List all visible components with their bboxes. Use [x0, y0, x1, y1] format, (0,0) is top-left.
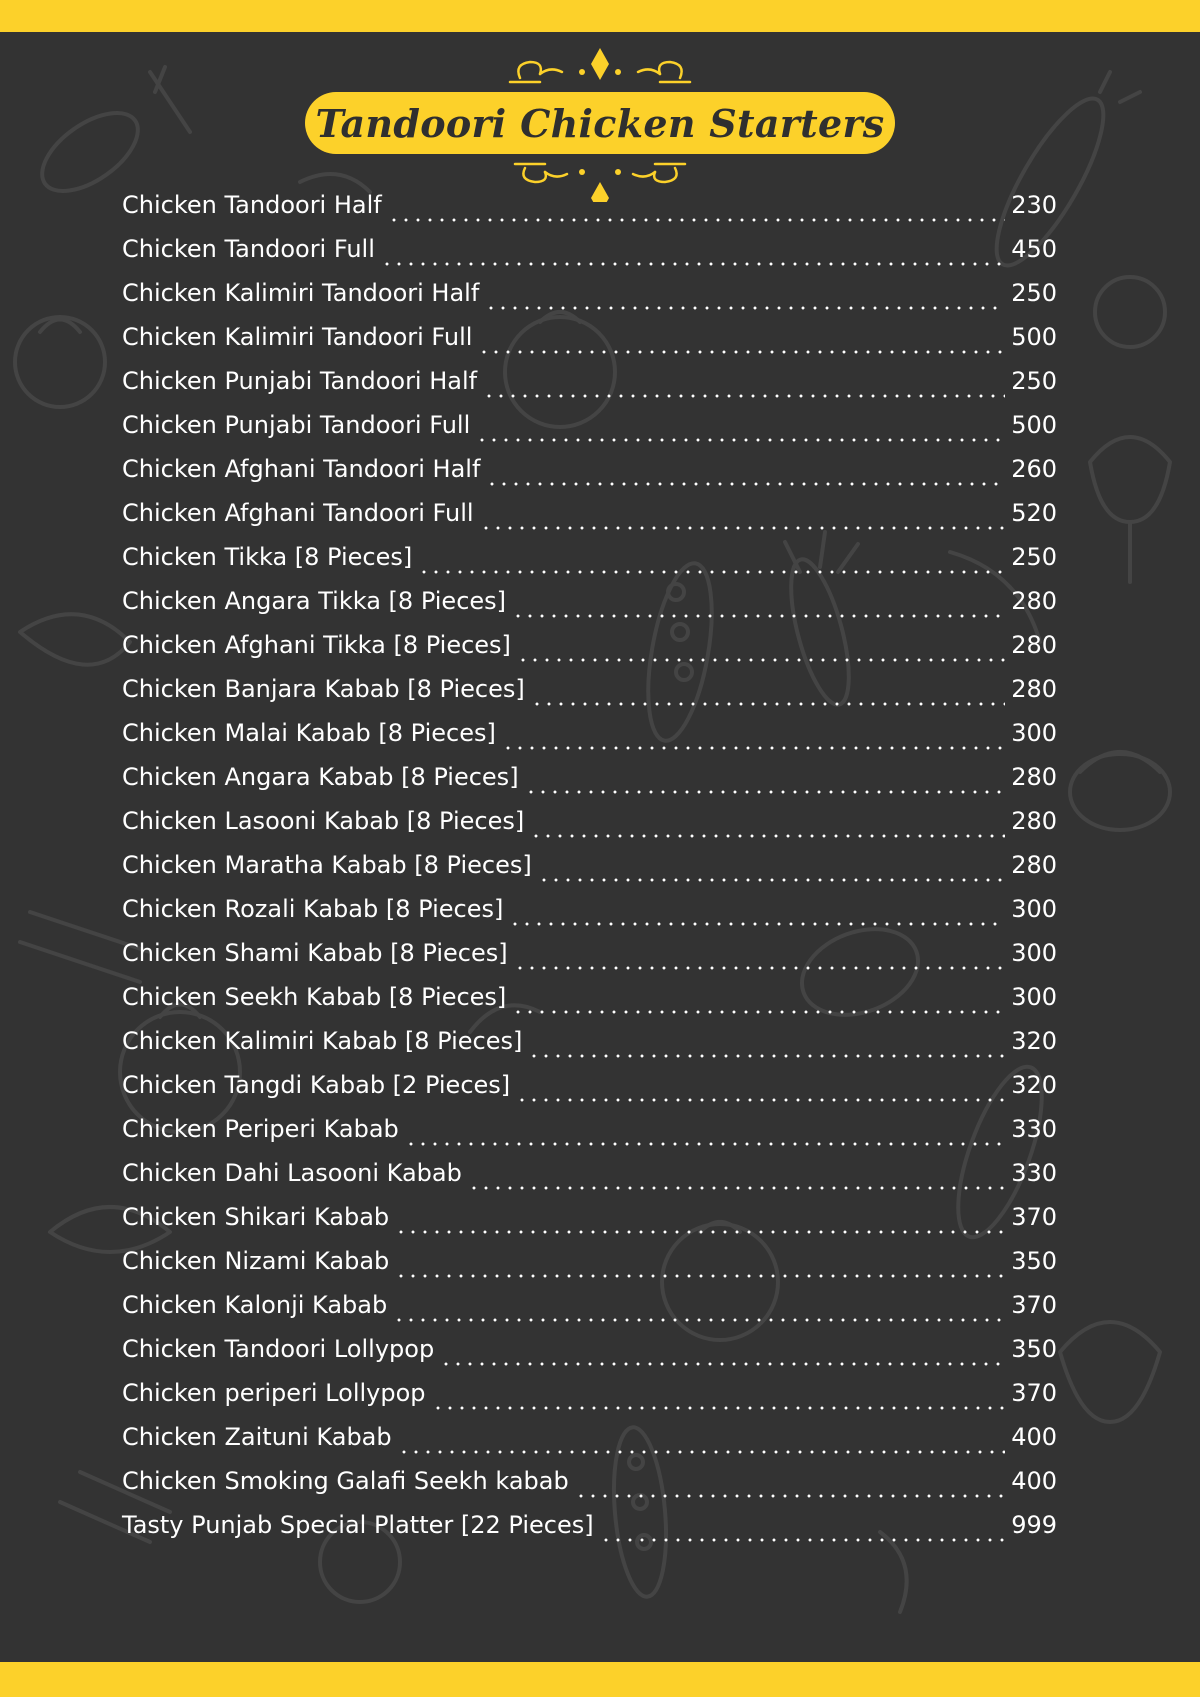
menu-item-price: 280	[1011, 763, 1057, 791]
menu-item-price: 250	[1011, 367, 1057, 395]
menu-item-name: Chicken Dahi Lasooni Kabab	[122, 1159, 462, 1187]
menu-item-price: 330	[1011, 1115, 1057, 1143]
menu-item-name: Chicken Afghani Tikka [8 Pieces]	[122, 631, 511, 659]
menu-item-price: 370	[1011, 1379, 1057, 1407]
dot-leader	[502, 731, 1005, 751]
menu-item-name: Chicken periperi Lollypop	[122, 1379, 426, 1407]
menu-item	[122, 367, 1057, 411]
menu-item-price: 300	[1011, 719, 1057, 747]
menu-item-price: 330	[1011, 1159, 1057, 1187]
menu-item-price: 250	[1011, 543, 1057, 571]
menu-item	[122, 1291, 1057, 1335]
menu-item-name: Chicken Rozali Kabab [8 Pieces]	[122, 895, 504, 923]
menu-item-name: Chicken Afghani Tandoori Full	[122, 499, 474, 527]
dot-leader	[418, 555, 1005, 575]
dot-leader	[516, 1083, 1005, 1103]
dot-leader	[514, 951, 1006, 971]
menu-item-name: Chicken Punjabi Tandoori Half	[122, 367, 478, 395]
menu-item	[122, 1203, 1057, 1247]
menu-item-name: Chicken Maratha Kabab [8 Pieces]	[122, 851, 532, 879]
menu-item	[122, 191, 1057, 235]
menu-item-price: 450	[1011, 235, 1057, 263]
menu-item	[122, 543, 1057, 587]
menu-item-name: Chicken Smoking Galafi Seekh kabab	[122, 1467, 569, 1495]
dot-leader	[440, 1347, 1005, 1367]
dot-leader	[517, 643, 1005, 663]
dot-leader	[600, 1523, 1006, 1543]
dot-leader	[432, 1391, 1006, 1411]
menu-item	[122, 719, 1057, 763]
dot-leader	[468, 1171, 1005, 1191]
dot-leader	[381, 247, 1005, 267]
menu-item	[122, 1335, 1057, 1379]
menu-item-name: Chicken Banjara Kabab [8 Pieces]	[122, 675, 525, 703]
dot-leader	[528, 1039, 1005, 1059]
menu-item-name: Chicken Angara Kabab [8 Pieces]	[122, 763, 519, 791]
menu-item	[122, 1115, 1057, 1159]
menu-item	[122, 851, 1057, 895]
dot-leader	[395, 1215, 1005, 1235]
menu-item-name: Chicken Kalimiri Kabab [8 Pieces]	[122, 1027, 523, 1055]
menu-item-name: Chicken Malai Kabab [8 Pieces]	[122, 719, 496, 747]
menu-page	[0, 32, 1200, 1662]
menu-item-name: Chicken Tandoori Lollypop	[122, 1335, 435, 1363]
menu-item-price: 280	[1011, 851, 1057, 879]
menu-item-name: Chicken Afghani Tandoori Half	[122, 455, 481, 483]
menu-item	[122, 587, 1057, 631]
menu-item	[122, 411, 1057, 455]
dot-leader	[480, 511, 1006, 531]
menu-item	[122, 939, 1057, 983]
menu-item-price: 500	[1011, 323, 1057, 351]
menu-item-price: 350	[1011, 1335, 1057, 1363]
dot-leader	[575, 1479, 1005, 1499]
menu-item-name: Chicken Zaituni Kabab	[122, 1423, 392, 1451]
menu-item-price: 999	[1011, 1511, 1057, 1539]
menu-item	[122, 279, 1057, 323]
dot-leader	[486, 467, 1005, 487]
menu-item-name: Chicken Nizami Kabab	[122, 1247, 390, 1275]
menu-item-price: 280	[1011, 675, 1057, 703]
dot-leader	[478, 335, 1005, 355]
dot-leader	[530, 819, 1005, 839]
dot-leader	[398, 1435, 1006, 1455]
menu-item-price: 250	[1011, 279, 1057, 307]
menu-item	[122, 1247, 1057, 1291]
menu-item-price: 320	[1011, 1027, 1057, 1055]
menu-item-price: 320	[1011, 1071, 1057, 1099]
menu-item	[122, 455, 1057, 499]
dot-leader	[395, 1259, 1005, 1279]
dot-leader	[525, 775, 1006, 795]
menu-item-name: Chicken Tandoori Full	[122, 235, 375, 263]
menu-item	[122, 235, 1057, 279]
dot-leader	[476, 423, 1005, 443]
menu-item	[122, 807, 1057, 851]
menu-item-name: Chicken Shikari Kabab	[122, 1203, 390, 1231]
menu-item	[122, 1467, 1057, 1511]
menu-item-name: Chicken Periperi Kabab	[122, 1115, 399, 1143]
menu-item	[122, 1027, 1057, 1071]
dot-leader	[388, 203, 1005, 223]
dot-leader	[538, 863, 1005, 883]
page-title: Tandoori Chicken Starters	[315, 100, 885, 146]
menu-item-name: Chicken Punjabi Tandoori Full	[122, 411, 471, 439]
menu-item	[122, 895, 1057, 939]
menu-item	[122, 1071, 1057, 1115]
dot-leader	[531, 687, 1005, 707]
menu-item-name: Chicken Kalimiri Tandoori Full	[122, 323, 473, 351]
menu-item-price: 400	[1011, 1467, 1057, 1495]
menu-item-name: Chicken Tandoori Half	[122, 191, 382, 219]
menu-item-price: 260	[1011, 455, 1057, 483]
menu-item	[122, 1379, 1057, 1423]
menu-item-name: Chicken Kalonji Kabab	[122, 1291, 388, 1319]
dot-leader	[509, 907, 1005, 927]
menu-item	[122, 675, 1057, 719]
menu-item-price: 280	[1011, 807, 1057, 835]
menu-item-name: Chicken Kalimiri Tandoori Half	[122, 279, 480, 307]
menu-item-name: Tasty Punjab Special Platter [22 Pieces]	[122, 1511, 594, 1539]
menu-item-name: Chicken Tikka [8 Pieces]	[122, 543, 413, 571]
title-banner	[305, 92, 895, 154]
menu-header	[0, 32, 1200, 202]
menu-item	[122, 763, 1057, 807]
menu-item	[122, 1423, 1057, 1467]
menu-item-price: 350	[1011, 1247, 1057, 1275]
menu-item-name: Chicken Tangdi Kabab [2 Pieces]	[122, 1071, 511, 1099]
menu-item-price: 400	[1011, 1423, 1057, 1451]
menu-item-price: 370	[1011, 1203, 1057, 1231]
menu-item	[122, 1159, 1057, 1203]
menu-item-price: 280	[1011, 631, 1057, 659]
menu-item-price: 280	[1011, 587, 1057, 615]
menu-item-price: 500	[1011, 411, 1057, 439]
menu-item-price: 300	[1011, 983, 1057, 1011]
dot-leader	[405, 1127, 1005, 1147]
dot-leader	[512, 995, 1005, 1015]
menu-item-price: 520	[1011, 499, 1057, 527]
menu-item-price: 300	[1011, 939, 1057, 967]
menu-item	[122, 499, 1057, 543]
dot-leader	[393, 1303, 1005, 1323]
dot-leader	[512, 599, 1005, 619]
menu-item-name: Chicken Lasooni Kabab [8 Pieces]	[122, 807, 525, 835]
menu-item-price: 300	[1011, 895, 1057, 923]
menu-item-price: 230	[1011, 191, 1057, 219]
menu-item	[122, 983, 1057, 1027]
dot-leader	[483, 379, 1005, 399]
menu-item-name: Chicken Shami Kabab [8 Pieces]	[122, 939, 508, 967]
menu-item-name: Chicken Seekh Kabab [8 Pieces]	[122, 983, 507, 1011]
menu-item	[122, 631, 1057, 675]
menu-item-price: 370	[1011, 1291, 1057, 1319]
menu-item	[122, 1511, 1057, 1555]
dot-leader	[485, 291, 1005, 311]
menu-item-name: Chicken Angara Tikka [8 Pieces]	[122, 587, 507, 615]
menu-item	[122, 323, 1057, 367]
menu-list	[122, 191, 1057, 1555]
